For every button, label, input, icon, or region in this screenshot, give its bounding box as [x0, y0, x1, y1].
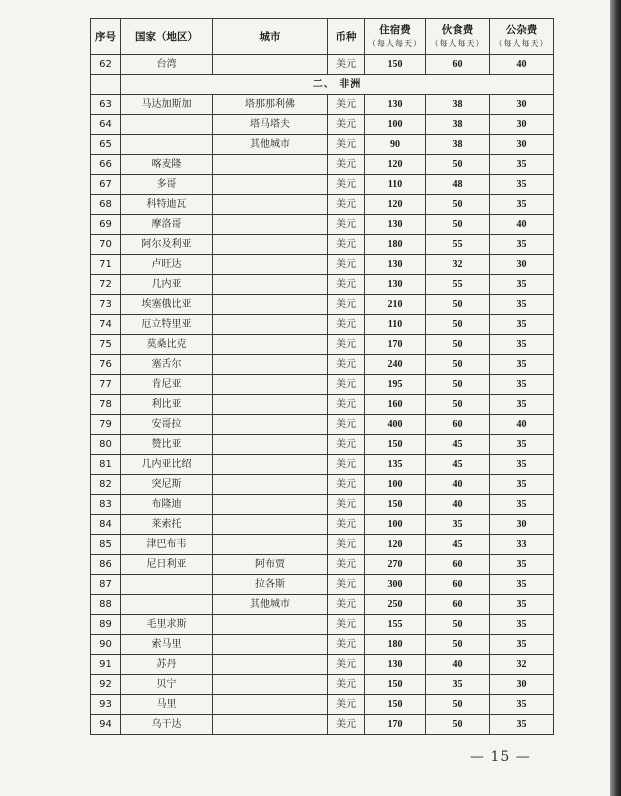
cell-country [121, 595, 213, 615]
cell-food: 40 [426, 475, 490, 495]
cell-lodging: 300 [365, 575, 426, 595]
cell-currency: 美元 [328, 335, 365, 355]
cell-country: 卢旺达 [121, 255, 213, 275]
cell-misc: 35 [490, 355, 554, 375]
cell-lodging: 110 [365, 175, 426, 195]
table-row [91, 355, 554, 375]
cell-currency: 美元 [328, 555, 365, 575]
cell-food: 50 [426, 635, 490, 655]
table-row [91, 495, 554, 515]
cell-misc: 35 [490, 435, 554, 455]
cell-country: 索马里 [121, 635, 213, 655]
cell-currency: 美元 [328, 635, 365, 655]
cell-city [213, 435, 328, 455]
table-row [91, 575, 554, 595]
cell-city [213, 535, 328, 555]
cell-food: 50 [426, 315, 490, 335]
cell-currency: 美元 [328, 435, 365, 455]
cell-misc: 35 [490, 555, 554, 575]
table-row [91, 475, 554, 495]
table-row [91, 515, 554, 535]
cell-food: 40 [426, 655, 490, 675]
cell-city [213, 155, 328, 175]
cell-city [213, 55, 328, 75]
table-row [91, 255, 554, 275]
cell-no: 62 [91, 55, 121, 75]
cell-city [213, 235, 328, 255]
cell-no: 64 [91, 115, 121, 135]
cell-no: 85 [91, 535, 121, 555]
header-food [426, 19, 490, 55]
cell-city [213, 495, 328, 515]
cell-food: 38 [426, 95, 490, 115]
cell-misc: 35 [490, 615, 554, 635]
table-row [91, 715, 554, 735]
cell-currency: 美元 [328, 355, 365, 375]
cell-city [213, 635, 328, 655]
table-row [91, 615, 554, 635]
cell-country: 喀麦隆 [121, 155, 213, 175]
cell-lodging: 150 [365, 55, 426, 75]
cell-lodging: 180 [365, 635, 426, 655]
section-no-cell [91, 75, 121, 95]
cell-country: 利比亚 [121, 395, 213, 415]
cell-city: 塔那那利佛 [213, 95, 328, 115]
cell-no: 74 [91, 315, 121, 335]
cell-no: 66 [91, 155, 121, 175]
cell-misc: 30 [490, 515, 554, 535]
cell-food: 50 [426, 335, 490, 355]
cell-no: 73 [91, 295, 121, 315]
cell-lodging: 135 [365, 455, 426, 475]
cell-city [213, 275, 328, 295]
cell-lodging: 130 [365, 275, 426, 295]
cell-country: 尼日利亚 [121, 555, 213, 575]
table-row [91, 115, 554, 135]
cell-city [213, 455, 328, 475]
cell-food: 38 [426, 115, 490, 135]
scan-edge-shadow [610, 0, 621, 796]
cell-lodging: 120 [365, 195, 426, 215]
table-row [91, 695, 554, 715]
cell-currency: 美元 [328, 235, 365, 255]
cell-food: 60 [426, 55, 490, 75]
cell-country [121, 135, 213, 155]
cell-no: 68 [91, 195, 121, 215]
cell-food: 55 [426, 275, 490, 295]
cell-lodging: 100 [365, 515, 426, 535]
cell-food: 60 [426, 555, 490, 575]
cell-misc: 35 [490, 235, 554, 255]
cell-food: 32 [426, 255, 490, 275]
cell-no: 71 [91, 255, 121, 275]
cell-currency: 美元 [328, 95, 365, 115]
cell-country: 埃塞俄比亚 [121, 295, 213, 315]
cell-no: 80 [91, 435, 121, 455]
cell-city [213, 315, 328, 335]
cell-food: 35 [426, 515, 490, 535]
cell-food: 50 [426, 615, 490, 635]
header-lodging [365, 19, 426, 55]
cell-misc: 35 [490, 635, 554, 655]
cell-lodging: 130 [365, 95, 426, 115]
cell-currency: 美元 [328, 375, 365, 395]
cell-lodging: 130 [365, 255, 426, 275]
cell-food: 50 [426, 355, 490, 375]
cell-city: 塔马塔夫 [213, 115, 328, 135]
header-food-unit: （每人每天） [430, 38, 485, 48]
cell-country: 突尼斯 [121, 475, 213, 495]
table-row [91, 455, 554, 475]
cell-no: 67 [91, 175, 121, 195]
cell-city [213, 335, 328, 355]
cell-no: 84 [91, 515, 121, 535]
cell-misc: 32 [490, 655, 554, 675]
cell-lodging: 110 [365, 315, 426, 335]
cell-country: 乌干达 [121, 715, 213, 735]
cell-no: 63 [91, 95, 121, 115]
cell-lodging: 150 [365, 495, 426, 515]
cell-country: 几内亚 [121, 275, 213, 295]
cell-food: 40 [426, 495, 490, 515]
cell-lodging: 150 [365, 675, 426, 695]
header-misc-label: 公杂费 [505, 23, 538, 36]
cell-city [213, 215, 328, 235]
cell-city [213, 475, 328, 495]
cell-no: 65 [91, 135, 121, 155]
header-misc-unit: （每人每天） [494, 38, 549, 48]
cell-currency: 美元 [328, 715, 365, 735]
table-row [91, 315, 554, 335]
cell-misc: 35 [490, 295, 554, 315]
table-row [91, 275, 554, 295]
cell-country: 津巴布韦 [121, 535, 213, 555]
table-row [91, 135, 554, 155]
cell-city [213, 255, 328, 275]
cell-food: 50 [426, 295, 490, 315]
cell-country: 塞舌尔 [121, 355, 213, 375]
cell-lodging: 170 [365, 715, 426, 735]
cell-food: 45 [426, 455, 490, 475]
cell-country [121, 575, 213, 595]
cell-lodging: 195 [365, 375, 426, 395]
cell-city: 阿布贾 [213, 555, 328, 575]
cell-country: 阿尔及利亚 [121, 235, 213, 255]
cell-country: 马里 [121, 695, 213, 715]
table-row [91, 335, 554, 355]
cell-city [213, 415, 328, 435]
cell-currency: 美元 [328, 395, 365, 415]
cell-misc: 35 [490, 455, 554, 475]
cell-country: 摩洛哥 [121, 215, 213, 235]
cell-currency: 美元 [328, 275, 365, 295]
table-row [91, 595, 554, 615]
cell-lodging: 90 [365, 135, 426, 155]
cell-currency: 美元 [328, 415, 365, 435]
cell-currency: 美元 [328, 515, 365, 535]
cell-lodging: 170 [365, 335, 426, 355]
cell-city [213, 675, 328, 695]
cell-country: 赞比亚 [121, 435, 213, 455]
cell-misc: 35 [490, 335, 554, 355]
cell-city [213, 695, 328, 715]
cell-no: 69 [91, 215, 121, 235]
cell-no: 93 [91, 695, 121, 715]
cell-no: 70 [91, 235, 121, 255]
cell-country: 安哥拉 [121, 415, 213, 435]
cell-city [213, 655, 328, 675]
cell-country: 毛里求斯 [121, 615, 213, 635]
cell-no: 89 [91, 615, 121, 635]
section-heading: 二、 非洲 [121, 75, 554, 95]
cell-lodging: 240 [365, 355, 426, 375]
table-row [91, 555, 554, 575]
cell-no: 75 [91, 335, 121, 355]
cell-food: 60 [426, 575, 490, 595]
cell-no: 72 [91, 275, 121, 295]
cell-misc: 35 [490, 195, 554, 215]
cell-currency: 美元 [328, 455, 365, 475]
header-misc [490, 19, 554, 55]
table-row [91, 155, 554, 175]
header-currency: 币种 [328, 19, 365, 55]
cell-misc: 35 [490, 395, 554, 415]
table-row [91, 635, 554, 655]
cell-food: 45 [426, 535, 490, 555]
cell-currency: 美元 [328, 295, 365, 315]
table-row [91, 675, 554, 695]
table-row [91, 395, 554, 415]
table-row [91, 55, 554, 75]
table-row [91, 375, 554, 395]
cell-no: 81 [91, 455, 121, 475]
cell-food: 60 [426, 595, 490, 615]
cell-misc: 35 [490, 155, 554, 175]
cell-currency: 美元 [328, 175, 365, 195]
table-header-row [91, 19, 554, 55]
table-row [91, 535, 554, 555]
expense-standards-table [90, 18, 554, 735]
cell-city [213, 355, 328, 375]
cell-city: 拉各斯 [213, 575, 328, 595]
cell-currency: 美元 [328, 595, 365, 615]
table-row [91, 195, 554, 215]
cell-country: 多哥 [121, 175, 213, 195]
cell-lodging: 100 [365, 475, 426, 495]
cell-currency: 美元 [328, 655, 365, 675]
cell-food: 50 [426, 715, 490, 735]
cell-no: 87 [91, 575, 121, 595]
cell-currency: 美元 [328, 475, 365, 495]
cell-no: 82 [91, 475, 121, 495]
cell-city [213, 515, 328, 535]
cell-misc: 30 [490, 675, 554, 695]
header-lodging-unit: （每人每天） [368, 38, 422, 48]
cell-currency: 美元 [328, 135, 365, 155]
table-row [91, 95, 554, 115]
cell-lodging: 160 [365, 395, 426, 415]
cell-country: 台湾 [121, 55, 213, 75]
cell-lodging: 210 [365, 295, 426, 315]
cell-currency: 美元 [328, 675, 365, 695]
cell-misc: 35 [490, 275, 554, 295]
cell-no: 77 [91, 375, 121, 395]
table-row [91, 435, 554, 455]
table-body [91, 55, 554, 735]
cell-city: 其他城市 [213, 595, 328, 615]
cell-country: 几内亚比绍 [121, 455, 213, 475]
cell-misc: 40 [490, 215, 554, 235]
cell-lodging: 130 [365, 655, 426, 675]
cell-city [213, 175, 328, 195]
cell-food: 55 [426, 235, 490, 255]
cell-food: 48 [426, 175, 490, 195]
cell-misc: 35 [490, 475, 554, 495]
cell-food: 38 [426, 135, 490, 155]
cell-misc: 35 [490, 575, 554, 595]
header-city: 城市 [213, 19, 328, 55]
cell-currency: 美元 [328, 535, 365, 555]
cell-lodging: 120 [365, 155, 426, 175]
cell-misc: 30 [490, 135, 554, 155]
cell-no: 78 [91, 395, 121, 415]
cell-no: 83 [91, 495, 121, 515]
cell-lodging: 150 [365, 695, 426, 715]
cell-country: 贝宁 [121, 675, 213, 695]
cell-lodging: 120 [365, 535, 426, 555]
cell-food: 35 [426, 675, 490, 695]
cell-no: 91 [91, 655, 121, 675]
cell-food: 50 [426, 695, 490, 715]
cell-no: 88 [91, 595, 121, 615]
cell-currency: 美元 [328, 55, 365, 75]
cell-country: 马达加斯加 [121, 95, 213, 115]
cell-no: 94 [91, 715, 121, 735]
cell-city [213, 295, 328, 315]
cell-lodging: 150 [365, 435, 426, 455]
cell-food: 50 [426, 155, 490, 175]
cell-no: 90 [91, 635, 121, 655]
cell-currency: 美元 [328, 615, 365, 635]
cell-misc: 40 [490, 55, 554, 75]
cell-no: 92 [91, 675, 121, 695]
cell-misc: 35 [490, 315, 554, 335]
table-row [91, 75, 554, 95]
cell-country: 苏丹 [121, 655, 213, 675]
cell-misc: 33 [490, 535, 554, 555]
cell-food: 50 [426, 375, 490, 395]
cell-misc: 30 [490, 115, 554, 135]
cell-lodging: 180 [365, 235, 426, 255]
table-row [91, 215, 554, 235]
cell-country: 莱索托 [121, 515, 213, 535]
table-row [91, 655, 554, 675]
cell-currency: 美元 [328, 315, 365, 335]
cell-currency: 美元 [328, 115, 365, 135]
cell-city [213, 375, 328, 395]
cell-food: 50 [426, 195, 490, 215]
cell-currency: 美元 [328, 195, 365, 215]
cell-lodging: 155 [365, 615, 426, 635]
cell-city [213, 395, 328, 415]
cell-city [213, 615, 328, 635]
cell-no: 86 [91, 555, 121, 575]
cell-misc: 30 [490, 255, 554, 275]
cell-no: 79 [91, 415, 121, 435]
table-row [91, 415, 554, 435]
cell-misc: 35 [490, 175, 554, 195]
cell-misc: 35 [490, 715, 554, 735]
cell-misc: 30 [490, 95, 554, 115]
cell-food: 45 [426, 435, 490, 455]
cell-food: 50 [426, 215, 490, 235]
cell-country: 布隆迪 [121, 495, 213, 515]
cell-lodging: 400 [365, 415, 426, 435]
cell-misc: 35 [490, 595, 554, 615]
cell-lodging: 130 [365, 215, 426, 235]
cell-currency: 美元 [328, 695, 365, 715]
cell-food: 50 [426, 395, 490, 415]
cell-country: 科特迪瓦 [121, 195, 213, 215]
cell-city: 其他城市 [213, 135, 328, 155]
header-no: 序号 [91, 19, 121, 55]
cell-lodging: 100 [365, 115, 426, 135]
cell-currency: 美元 [328, 215, 365, 235]
cell-country: 莫桑比克 [121, 335, 213, 355]
header-country: 国家（地区） [121, 19, 213, 55]
cell-city [213, 715, 328, 735]
cell-currency: 美元 [328, 575, 365, 595]
cell-currency: 美元 [328, 255, 365, 275]
cell-misc: 40 [490, 415, 554, 435]
cell-country [121, 115, 213, 135]
table-row [91, 175, 554, 195]
cell-misc: 35 [490, 695, 554, 715]
page-number: — 15 — [470, 749, 531, 765]
cell-country: 厄立特里亚 [121, 315, 213, 335]
cell-city [213, 195, 328, 215]
cell-currency: 美元 [328, 495, 365, 515]
cell-currency: 美元 [328, 155, 365, 175]
header-lodging-label: 住宿费 [379, 23, 411, 36]
cell-lodging: 270 [365, 555, 426, 575]
cell-misc: 35 [490, 375, 554, 395]
cell-lodging: 250 [365, 595, 426, 615]
header-food-label: 伙食费 [441, 23, 474, 36]
table-row [91, 235, 554, 255]
cell-misc: 35 [490, 495, 554, 515]
cell-food: 60 [426, 415, 490, 435]
cell-country: 肯尼亚 [121, 375, 213, 395]
table-row [91, 295, 554, 315]
cell-no: 76 [91, 355, 121, 375]
